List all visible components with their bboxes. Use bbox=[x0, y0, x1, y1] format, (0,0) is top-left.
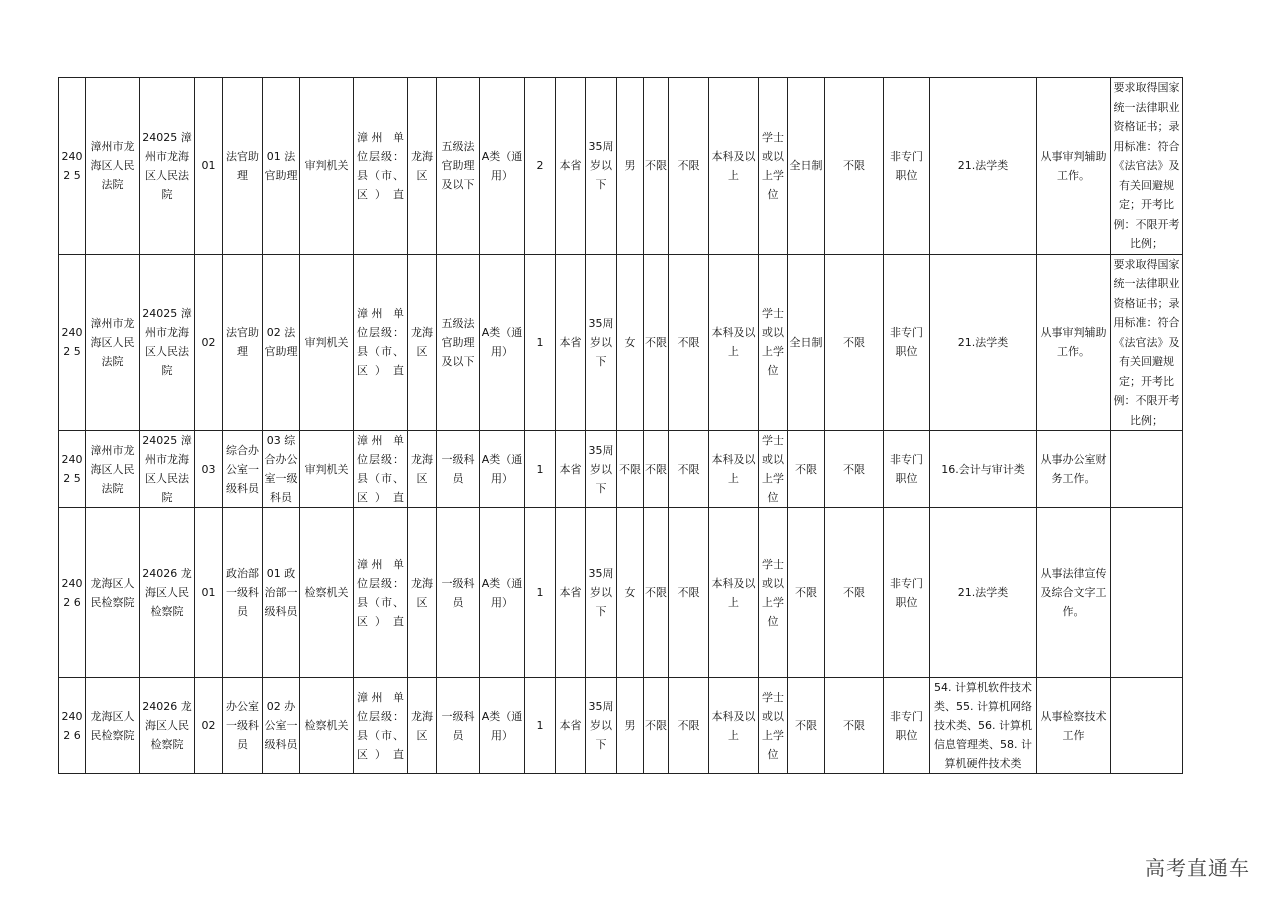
cell-exam-category: A类（通用） bbox=[480, 431, 525, 508]
cell-headcount: 1 bbox=[525, 678, 556, 774]
cell-unit-level: 漳州 单位层级：县（市、区）直 bbox=[354, 508, 408, 678]
cell-work-experience: 不限 bbox=[825, 508, 884, 678]
cell-major: 21.法学类 bbox=[930, 254, 1037, 431]
cell-unit-type: 审判机关 bbox=[300, 78, 354, 255]
cell-position-name: 法官助理 bbox=[223, 78, 263, 255]
recruitment-table bbox=[58, 77, 1183, 774]
cell-unit-code-name: 24026 龙海区人民检察院 bbox=[140, 678, 195, 774]
cell-position-type: 非专门职位 bbox=[884, 508, 930, 678]
cell-age-limit: 35周岁以下 bbox=[586, 678, 617, 774]
cell-major: 21.法学类 bbox=[930, 78, 1037, 255]
cell-job-duties: 从事审判辅助工作。 bbox=[1037, 78, 1111, 255]
cell-position-type: 非专门职位 bbox=[884, 678, 930, 774]
cell-gender: 不限 bbox=[617, 431, 644, 508]
cell-exam-category: A类（通用） bbox=[480, 254, 525, 431]
cell-remarks bbox=[1111, 678, 1183, 774]
cell-education: 本科及以上 bbox=[709, 678, 759, 774]
cell-post-level: 五级法官助理及以下 bbox=[437, 254, 480, 431]
cell-work-location: 龙海区 bbox=[408, 678, 437, 774]
cell-unit-type: 审判机关 bbox=[300, 254, 354, 431]
cell-row-code: 2402 5 bbox=[59, 431, 86, 508]
cell-degree: 学士或以上学位 bbox=[759, 431, 788, 508]
cell-unit-name: 龙海区人民检察院 bbox=[86, 678, 140, 774]
cell-position-code-name: 01 政治部一级科员 bbox=[263, 508, 300, 678]
cell-position-type: 非专门职位 bbox=[884, 78, 930, 255]
cell-headcount: 1 bbox=[525, 254, 556, 431]
cell-position-code-name: 03 综合办公室一级科员 bbox=[263, 431, 300, 508]
cell-position-name: 综合办公室一级科员 bbox=[223, 431, 263, 508]
cell-major: 54. 计算机软件技术类、55. 计算机网络技术类、56. 计算机信息管理类、58. 计算机硬件技术类 bbox=[930, 678, 1037, 774]
cell-unit-name: 漳州市龙海区人民法院 bbox=[86, 254, 140, 431]
cell-degree: 学士或以上学位 bbox=[759, 78, 788, 255]
cell-exam-category: A类（通用） bbox=[480, 508, 525, 678]
cell-position-name: 办公室一级科员 bbox=[223, 678, 263, 774]
cell-headcount: 1 bbox=[525, 508, 556, 678]
cell-domicile: 本省 bbox=[556, 254, 586, 431]
cell-position-code: 01 bbox=[195, 78, 223, 255]
cell-unit-level: 漳州 单位层级：县（市、区）直 bbox=[354, 254, 408, 431]
cell-job-duties: 从事检察技术工作 bbox=[1037, 678, 1111, 774]
cell-gender: 男 bbox=[617, 678, 644, 774]
cell-position-code-name: 02 法官助理 bbox=[263, 254, 300, 431]
cell-position-type: 非专门职位 bbox=[884, 254, 930, 431]
cell-education: 本科及以上 bbox=[709, 508, 759, 678]
cell-unit-type: 检察机关 bbox=[300, 678, 354, 774]
cell-position-name: 政治部一级科员 bbox=[223, 508, 263, 678]
cell-post-level: 一级科员 bbox=[437, 508, 480, 678]
cell-position-name: 法官助理 bbox=[223, 254, 263, 431]
table-row bbox=[59, 254, 1183, 431]
cell-headcount: 2 bbox=[525, 78, 556, 255]
cell-study-mode: 不限 bbox=[788, 508, 825, 678]
cell-degree: 学士或以上学位 bbox=[759, 254, 788, 431]
cell-exam-category: A类（通用） bbox=[480, 78, 525, 255]
cell-position-code: 03 bbox=[195, 431, 223, 508]
cell-remarks bbox=[1111, 508, 1183, 678]
cell-unit-name: 漳州市龙海区人民法院 bbox=[86, 431, 140, 508]
cell-political-status: 不限 bbox=[669, 78, 709, 255]
cell-degree: 学士或以上学位 bbox=[759, 678, 788, 774]
cell-job-duties: 从事审判辅助工作。 bbox=[1037, 254, 1111, 431]
cell-row-code: 2402 5 bbox=[59, 78, 86, 255]
cell-job-duties: 从事法律宣传及综合文字工作。 bbox=[1037, 508, 1111, 678]
cell-row-code: 2402 6 bbox=[59, 678, 86, 774]
cell-work-experience: 不限 bbox=[825, 254, 884, 431]
cell-age-limit: 35周岁以下 bbox=[586, 78, 617, 255]
cell-position-code: 02 bbox=[195, 678, 223, 774]
cell-domicile: 本省 bbox=[556, 431, 586, 508]
cell-job-duties: 从事办公室财务工作。 bbox=[1037, 431, 1111, 508]
cell-remarks: 要求取得国家统一法律职业资格证书；录用标准：符合《法官法》及有关回避规定；开考比例：不限开考比例； bbox=[1111, 254, 1183, 431]
cell-degree: 学士或以上学位 bbox=[759, 508, 788, 678]
cell-position-code: 02 bbox=[195, 254, 223, 431]
cell-political-status: 不限 bbox=[669, 431, 709, 508]
cell-unit-level: 漳州 单位层级：县（市、区）直 bbox=[354, 678, 408, 774]
cell-political-status: 不限 bbox=[669, 508, 709, 678]
cell-gender: 女 bbox=[617, 508, 644, 678]
cell-study-mode: 不限 bbox=[788, 431, 825, 508]
table-row bbox=[59, 78, 1183, 255]
cell-study-mode: 不限 bbox=[788, 678, 825, 774]
cell-education: 本科及以上 bbox=[709, 254, 759, 431]
cell-remarks: 要求取得国家统一法律职业资格证书；录用标准：符合《法官法》及有关回避规定；开考比例：不限开考比例； bbox=[1111, 78, 1183, 255]
cell-headcount: 1 bbox=[525, 431, 556, 508]
cell-unit-level: 漳州 单位层级：县（市、区）直 bbox=[354, 431, 408, 508]
cell-work-location: 龙海区 bbox=[408, 431, 437, 508]
cell-major: 16.会计与审计类 bbox=[930, 431, 1037, 508]
cell-unit-type: 审判机关 bbox=[300, 431, 354, 508]
table-row bbox=[59, 508, 1183, 678]
cell-minority: 不限 bbox=[644, 254, 669, 431]
cell-unit-type: 检察机关 bbox=[300, 508, 354, 678]
cell-political-status: 不限 bbox=[669, 254, 709, 431]
cell-unit-name: 龙海区人民检察院 bbox=[86, 508, 140, 678]
cell-minority: 不限 bbox=[644, 78, 669, 255]
cell-age-limit: 35周岁以下 bbox=[586, 508, 617, 678]
cell-education: 本科及以上 bbox=[709, 78, 759, 255]
cell-position-code: 01 bbox=[195, 508, 223, 678]
cell-unit-code-name: 24025 漳州市龙海区人民法院 bbox=[140, 254, 195, 431]
cell-education: 本科及以上 bbox=[709, 431, 759, 508]
cell-age-limit: 35周岁以下 bbox=[586, 254, 617, 431]
watermark-text: 高考直通车 bbox=[1145, 856, 1250, 880]
table-row bbox=[59, 678, 1183, 774]
table-row bbox=[59, 431, 1183, 508]
cell-work-location: 龙海区 bbox=[408, 78, 437, 255]
cell-exam-category: A类（通用） bbox=[480, 678, 525, 774]
cell-political-status: 不限 bbox=[669, 678, 709, 774]
cell-work-location: 龙海区 bbox=[408, 508, 437, 678]
cell-study-mode: 全日制 bbox=[788, 78, 825, 255]
cell-position-code-name: 01 法官助理 bbox=[263, 78, 300, 255]
cell-age-limit: 35周岁以下 bbox=[586, 431, 617, 508]
cell-row-code: 2402 5 bbox=[59, 254, 86, 431]
cell-position-type: 非专门职位 bbox=[884, 431, 930, 508]
cell-work-location: 龙海区 bbox=[408, 254, 437, 431]
cell-unit-code-name: 24025 漳州市龙海区人民法院 bbox=[140, 78, 195, 255]
cell-work-experience: 不限 bbox=[825, 678, 884, 774]
cell-remarks bbox=[1111, 431, 1183, 508]
cell-minority: 不限 bbox=[644, 431, 669, 508]
cell-study-mode: 全日制 bbox=[788, 254, 825, 431]
cell-unit-code-name: 24026 龙海区人民检察院 bbox=[140, 508, 195, 678]
cell-position-code-name: 02 办公室一级科员 bbox=[263, 678, 300, 774]
cell-domicile: 本省 bbox=[556, 678, 586, 774]
cell-domicile: 本省 bbox=[556, 78, 586, 255]
cell-unit-level: 漳州 单位层级：县（市、区）直 bbox=[354, 78, 408, 255]
cell-minority: 不限 bbox=[644, 678, 669, 774]
cell-work-experience: 不限 bbox=[825, 78, 884, 255]
cell-unit-code-name: 24025 漳州市龙海区人民法院 bbox=[140, 431, 195, 508]
cell-domicile: 本省 bbox=[556, 508, 586, 678]
cell-major: 21.法学类 bbox=[930, 508, 1037, 678]
cell-gender: 女 bbox=[617, 254, 644, 431]
cell-work-experience: 不限 bbox=[825, 431, 884, 508]
cell-post-level: 五级法官助理及以下 bbox=[437, 78, 480, 255]
cell-post-level: 一级科员 bbox=[437, 431, 480, 508]
cell-post-level: 一级科员 bbox=[437, 678, 480, 774]
cell-gender: 男 bbox=[617, 78, 644, 255]
cell-minority: 不限 bbox=[644, 508, 669, 678]
cell-row-code: 2402 6 bbox=[59, 508, 86, 678]
cell-unit-name: 漳州市龙海区人民法院 bbox=[86, 78, 140, 255]
